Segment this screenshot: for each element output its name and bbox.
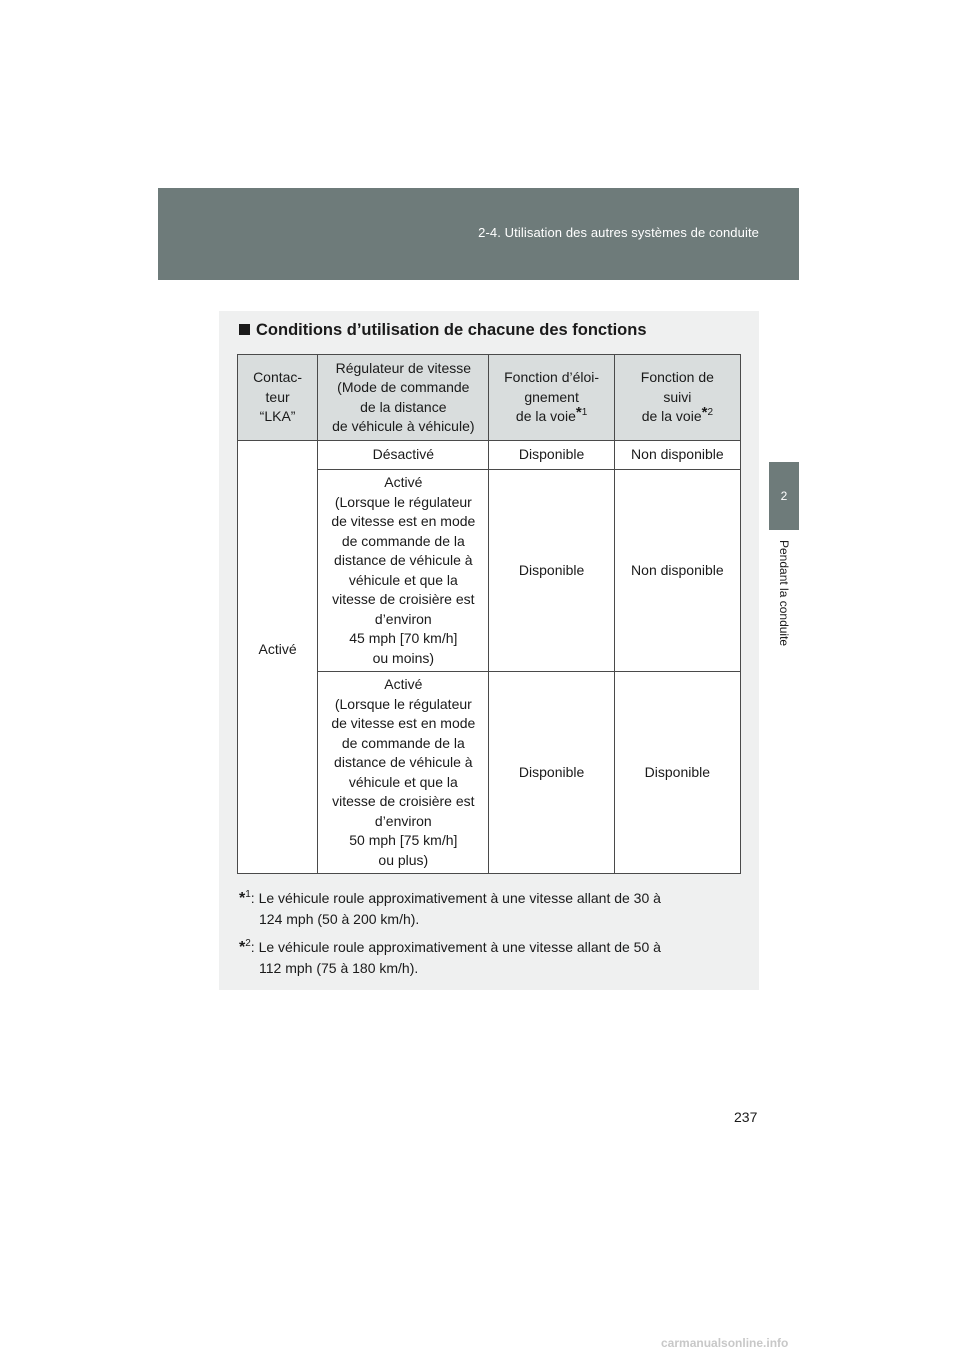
footnote-1 xyxy=(239,885,719,929)
header-cruise-control: Régulateur de vitesse (Mode de commande de la distance de véhicule à véhicule) xyxy=(318,355,489,441)
footnote-2 xyxy=(239,934,719,978)
footnote-text-cont: 112 mph (75 à 180 km/h). xyxy=(259,960,419,976)
switch-state-cell xyxy=(238,441,318,874)
follow-state: Non disponible xyxy=(614,470,740,672)
cruise-state: Activé (Lorsque le régulateur de vitesse est en mode de commande de la distance de véhicule à véhicule et que la vitesse de croisière est d’environ 50 mph [75 km/h] ou plus) xyxy=(318,672,489,874)
chapter-tab xyxy=(769,462,799,530)
cruise-state: Activé (Lorsque le régulateur de vitesse est en mode de commande de la distance de véhicule à véhicule et que la vitesse de croisière est d’environ 45 mph [70 km/h] ou moins) xyxy=(318,470,489,672)
footnote-num: 1 xyxy=(581,407,588,419)
table-header-row xyxy=(238,355,741,441)
cruise-state: Désactivé xyxy=(318,441,489,470)
chapter-number: 2 xyxy=(780,489,788,503)
square-bullet-icon xyxy=(239,324,250,335)
header-lane-departure-text: Fonction d’éloi- gnement de la voie xyxy=(504,369,600,425)
footnote-num: 2 xyxy=(707,407,714,419)
follow-state: Disponible xyxy=(614,672,740,874)
switch-state: Activé xyxy=(258,641,297,657)
table-row xyxy=(238,441,741,470)
header-lane-departure xyxy=(489,355,614,441)
footnote-text: : Le véhicule roule approximativement à une vitesse allant de 30 à xyxy=(250,890,661,906)
footnote-num: 1 xyxy=(245,889,251,900)
departure-state: Disponible xyxy=(489,441,614,470)
content-box xyxy=(219,311,759,990)
footnote-mark: * xyxy=(575,404,582,422)
footnote-num: 2 xyxy=(245,938,251,949)
follow-state: Non disponible xyxy=(614,441,740,470)
footnote-mark: * xyxy=(239,939,246,956)
header-lane-keeping xyxy=(614,355,740,441)
footnote-text-cont: 124 mph (50 à 200 km/h). xyxy=(259,911,420,927)
header-lane-keeping-text: Fonction de suivi de la voie xyxy=(640,369,714,425)
header-band xyxy=(158,188,799,280)
header-switch: Contac- teur “LKA” xyxy=(238,355,318,441)
footnote-mark: * xyxy=(701,404,708,422)
section-title xyxy=(239,321,647,340)
chapter-label: Pendant la conduite xyxy=(777,540,791,647)
watermark: carmanualsonline.info xyxy=(661,1336,789,1350)
section-title-text: Conditions d’utilisation de chacune des fonctions xyxy=(256,321,647,339)
departure-state: Disponible xyxy=(489,672,614,874)
departure-state: Disponible xyxy=(489,470,614,672)
chapter-title: 2-4. Utilisation des autres systèmes de conduite xyxy=(478,225,759,240)
conditions-table xyxy=(237,354,741,874)
footnote-mark: * xyxy=(239,890,246,907)
chapter-side-label xyxy=(769,540,799,680)
footnote-text: : Le véhicule roule approximativement à une vitesse allant de 50 à xyxy=(250,939,661,955)
page-number: 237 xyxy=(734,1109,758,1125)
